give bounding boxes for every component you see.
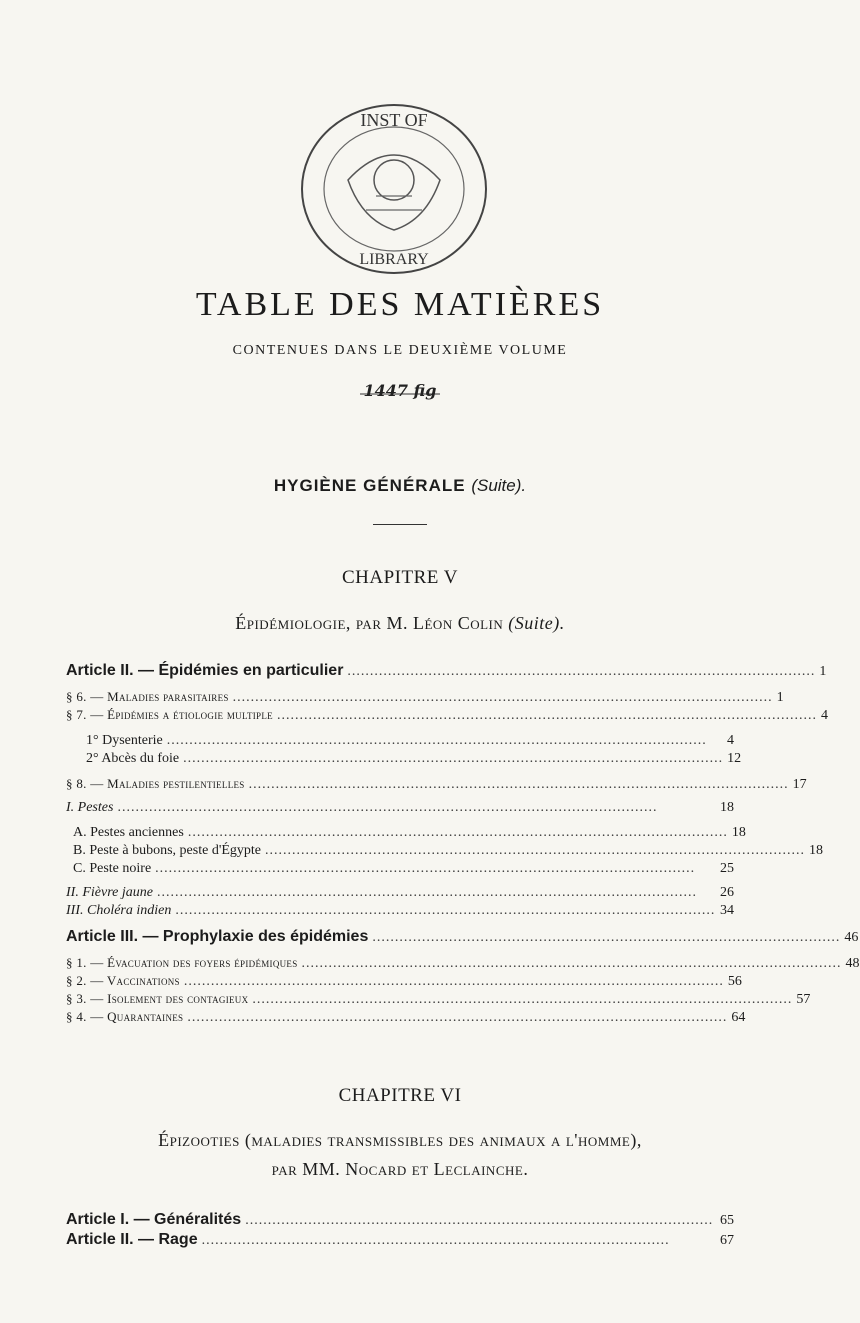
toc-entry: Article II. — Épidémies en particulier ........................................................................................................ 1: [66, 662, 827, 679]
toc-entry: Article II. — Rage ........................................................................................................ 67: [66, 1231, 734, 1248]
toc-entry: C. Peste noire ........................................................................................................................ 25: [73, 861, 734, 876]
toc-entry: § 7. — Épidémies a étiologie multiple ........................................................................................................................ 4: [66, 707, 828, 723]
toc-entry: A. Pestes anciennes ........................................................................................................................ 18: [73, 825, 746, 840]
chapter-5-heading: CHAPITRE V: [341, 567, 459, 588]
section-title-main: HYGIÈNE GÉNÉRALE: [273, 476, 466, 495]
toc-entry: § 6. — Maladies parasitaires ........................................................................................................................ 1: [66, 689, 784, 705]
toc-entry: § 3. — Isolement des contagieux ........................................................................................................................ 57: [66, 991, 811, 1007]
chapter-6-subheading-line2: par MM. Nocard et Leclainche.: [271, 1159, 529, 1179]
page-subtitle: CONTENUES DANS LE DEUXIÈME VOLUME: [232, 343, 568, 358]
toc-entry: 1° Dysenterie ........................................................................................................................ 4: [86, 733, 734, 748]
divider: [373, 524, 427, 525]
toc-entry: § 4. — Quarantaines ........................................................................................................................ 64: [66, 1009, 746, 1025]
toc-entry: I. Pestes ........................................................................................................................ 18: [66, 800, 734, 815]
handwritten-mark: [360, 376, 440, 404]
toc-entry: Article III. — Prophylaxie des épidémies ........................................................................................................ 46: [66, 928, 859, 945]
section-title: [0, 476, 800, 496]
chapter-5-subheading-suffix: (Suite).: [508, 613, 565, 633]
toc-entry: Article I. — Généralités ........................................................................................................ 65: [66, 1211, 734, 1228]
toc-entry: § 1. — Évacuation des foyers épidémiques ........................................................................................................................ 48: [66, 955, 860, 971]
chapter-5-subheading: [0, 613, 800, 634]
svg-text:1447 fig: 1447 fig: [363, 381, 437, 400]
toc-entry: III. Choléra indien ........................................................................................................................ 34: [66, 903, 734, 918]
toc-entry: § 8. — Maladies pestilentielles ........................................................................................................................ 17: [66, 776, 807, 792]
chapter-5-subheading-main: Épidémiologie, par M. Léon Colin: [235, 613, 504, 633]
stamp-text-bottom: LIBRARY: [359, 251, 429, 268]
stamp-text-top: INST OF: [360, 110, 428, 130]
library-stamp: [296, 100, 492, 278]
toc-entry: B. Peste à bubons, peste d'Égypte ........................................................................................................................ 18: [73, 843, 823, 858]
page-title: TABLE DES MATIÈRES: [195, 286, 605, 323]
toc-entry: § 2. — Vaccinations ........................................................................................................................ 56: [66, 973, 742, 989]
toc-entry: 2° Abcès du foie ........................................................................................................................ 12: [86, 751, 742, 766]
chapter-6-heading: CHAPITRE VI: [338, 1085, 462, 1106]
toc-entry: II. Fièvre jaune ........................................................................................................................ 26: [66, 885, 734, 900]
chapter-6-subheading-line1: Épizooties (maladies transmissibles des animaux a l'homme),: [158, 1130, 642, 1150]
section-title-suffix: (Suite).: [471, 476, 527, 495]
